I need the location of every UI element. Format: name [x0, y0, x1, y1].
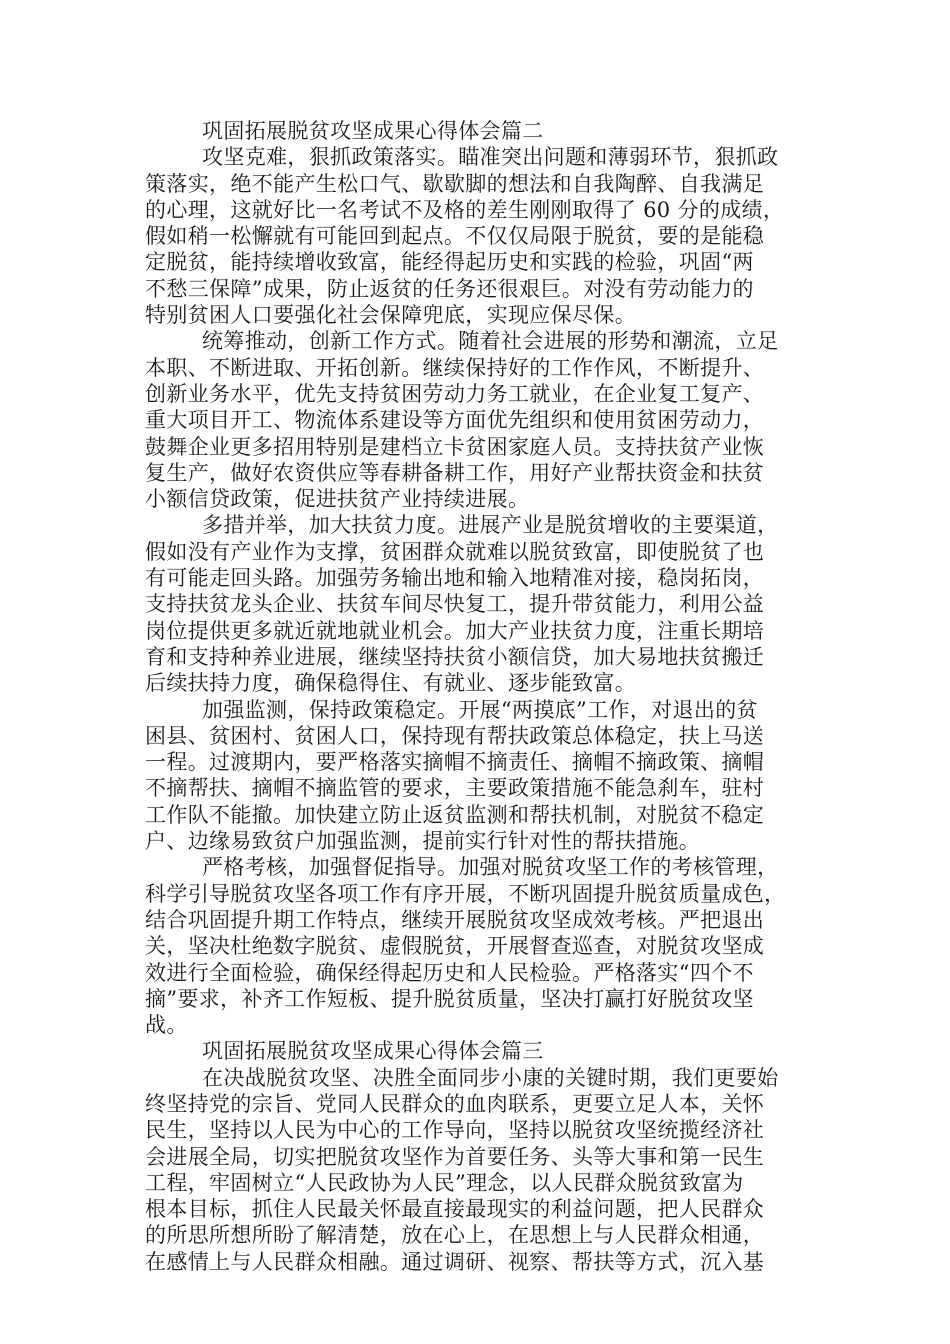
paragraph-line: 的所思所想所盼了解清楚，放在心上，在思想上与人民群众相通， — [145, 1223, 765, 1248]
paragraph-first-line: 加强监测，保持政策稳定。开展“两摸底”工作，对退出的贫 — [202, 697, 758, 722]
paragraph-line: 会进展全局，切实把脱贫攻坚作为首要任务、头等大事和第一民生 — [145, 1144, 765, 1169]
paragraph-line: 根本目标，抓住人民最关怀最直接最现实的利益问题，把人民群众 — [145, 1197, 765, 1222]
paragraph-line: 摘”要求，补齐工作短板、提升脱贫质量，坚决打赢打好脱贫攻坚 — [145, 986, 754, 1011]
paragraph-line: 假如稍一松懈就有可能回到起点。不仅仅局限于脱贫，要的是能稳 — [145, 224, 765, 249]
paragraph-line: 鼓舞企业更多招用特别是建档立卡贫困家庭人员。支持扶贫产业恢 — [145, 434, 765, 459]
paragraph-line: 不摘帮扶、摘帽不摘监管的要求，主要政策措施不能急刹车，驻村 — [145, 776, 765, 801]
paragraph-line: 特别贫困人口要强化社会保障兜底，实现应保尽保。 — [145, 303, 637, 328]
paragraph-line: 育和支持种养业进展，继续坚持扶贫小额信贷，加大易地扶贫搬迁 — [145, 644, 765, 669]
paragraph-line: 创新业务水平，优先支持贫困劳动力务工就业，在企业复工复产、 — [145, 381, 765, 406]
paragraph-line: 假如没有产业作为支撑，贫困群众就难以脱贫致富，即使脱贫了也 — [145, 539, 765, 564]
paragraph-line: 复生产，做好农资供应等春耕备耕工作，用好产业帮扶资金和扶贫 — [145, 460, 765, 485]
paragraph-line: 困县、贫困村、贫困人口，保持现有帮扶政策总体稳定，扶上马送 — [145, 723, 765, 748]
paragraph-line: 在感情上与人民群众相融。通过调研、视察、帮扶等方式，沉入基 — [145, 1249, 765, 1274]
document-body — [145, 118, 805, 1275]
paragraph-line: 不愁三保障”成果，防止返贫的任务还很艰巨。对没有劳动能力的 — [145, 276, 754, 301]
paragraph-line: 关，坚决杜绝数字脱贫、虚假脱贫，开展督查巡查，对脱贫攻坚成 — [145, 934, 765, 959]
paragraph-line: 终坚持党的宗旨、党同人民群众的血肉联系，更要立足人本，关怀 — [145, 1091, 765, 1116]
paragraph-line: 战。 — [145, 1013, 188, 1038]
paragraph-line: 本职、不断进取、开拓创新。继续保持好的工作作风，不断提升、 — [145, 355, 765, 380]
paragraph-line: 户、边缘易致贫户加强监测，提前实行针对性的帮扶措施。 — [145, 829, 701, 854]
paragraph-first-line: 统筹推动，创新工作方式。随着社会进展的形势和潮流，立足 — [202, 329, 779, 354]
section-heading: 巩固拓展脱贫攻坚成果心得体会篇二 — [202, 119, 544, 143]
paragraph-line: 策落实，绝不能产生松口气、歇歇脚的想法和自我陶醉、自我满足 — [145, 171, 765, 196]
paragraph-line: 结合巩固提升期工作特点，继续开展脱贫攻坚成效考核。严把退出 — [145, 907, 765, 932]
paragraph-first-line: 在决战脱贫攻坚、决胜全面同步小康的关键时期，我们更要始 — [202, 1065, 779, 1090]
paragraph-line: 重大项目开工、物流体系建设等方面优先组织和使用贫困劳动力， — [145, 408, 765, 433]
paragraph-line: 的心理，这就好比一名考试不及格的差生刚刚取得了 60 分的成绩， — [145, 197, 785, 222]
paragraph-line: 工作队不能撤。加快建立防止返贫监测和帮扶机制，对脱贫不稳定 — [145, 802, 765, 827]
paragraph-line: 支持扶贫龙头企业、扶贫车间尽快复工，提升带贫能力，利用公益 — [145, 592, 765, 617]
paragraph-line: 后续扶持力度，确保稳得住、有就业、逐步能致富。 — [145, 671, 637, 696]
paragraph-first-line: 攻坚克难，狠抓政策落实。瞄准突出问题和薄弱环节，狠抓政 — [202, 145, 779, 170]
paragraph-line: 民生，坚持以人民为中心的工作导向，坚持以脱贫攻坚统揽经济社 — [145, 1118, 765, 1143]
paragraph-line: 有可能走回头路。加强劳务输出地和输入地精准对接，稳岗拓岗， — [145, 566, 765, 591]
paragraph-line: 定脱贫，能持续增收致富，能经得起历史和实践的检验，巩固“两 — [145, 250, 754, 275]
paragraph-line: 工程，牢固树立“人民政协为人民”理念，以人民群众脱贫致富为 — [145, 1170, 744, 1195]
paragraph-line: 一程。过渡期内，要严格落实摘帽不摘责任、摘帽不摘政策、摘帽 — [145, 750, 765, 775]
paragraph-first-line: 严格考核，加强督促指导。加强对脱贫攻坚工作的考核管理， — [202, 855, 779, 880]
paragraph-line: 效进行全面检验，确保经得起历史和人民检验。严格落实“四个不 — [145, 960, 754, 985]
section-heading: 巩固拓展脱贫攻坚成果心得体会篇三 — [202, 1039, 544, 1064]
paragraph-line: 岗位提供更多就近就地就业机会。加大产业扶贫力度，注重长期培 — [145, 618, 765, 643]
paragraph-first-line: 多措并举，加大扶贫力度。进展产业是脱贫增收的主要渠道， — [202, 513, 779, 538]
paragraph-line: 科学引导脱贫攻坚各项工作有序开展，不断巩固提升脱贫质量成色， — [145, 881, 786, 906]
paragraph-line: 小额信贷政策，促进扶贫产业持续进展。 — [145, 487, 530, 512]
